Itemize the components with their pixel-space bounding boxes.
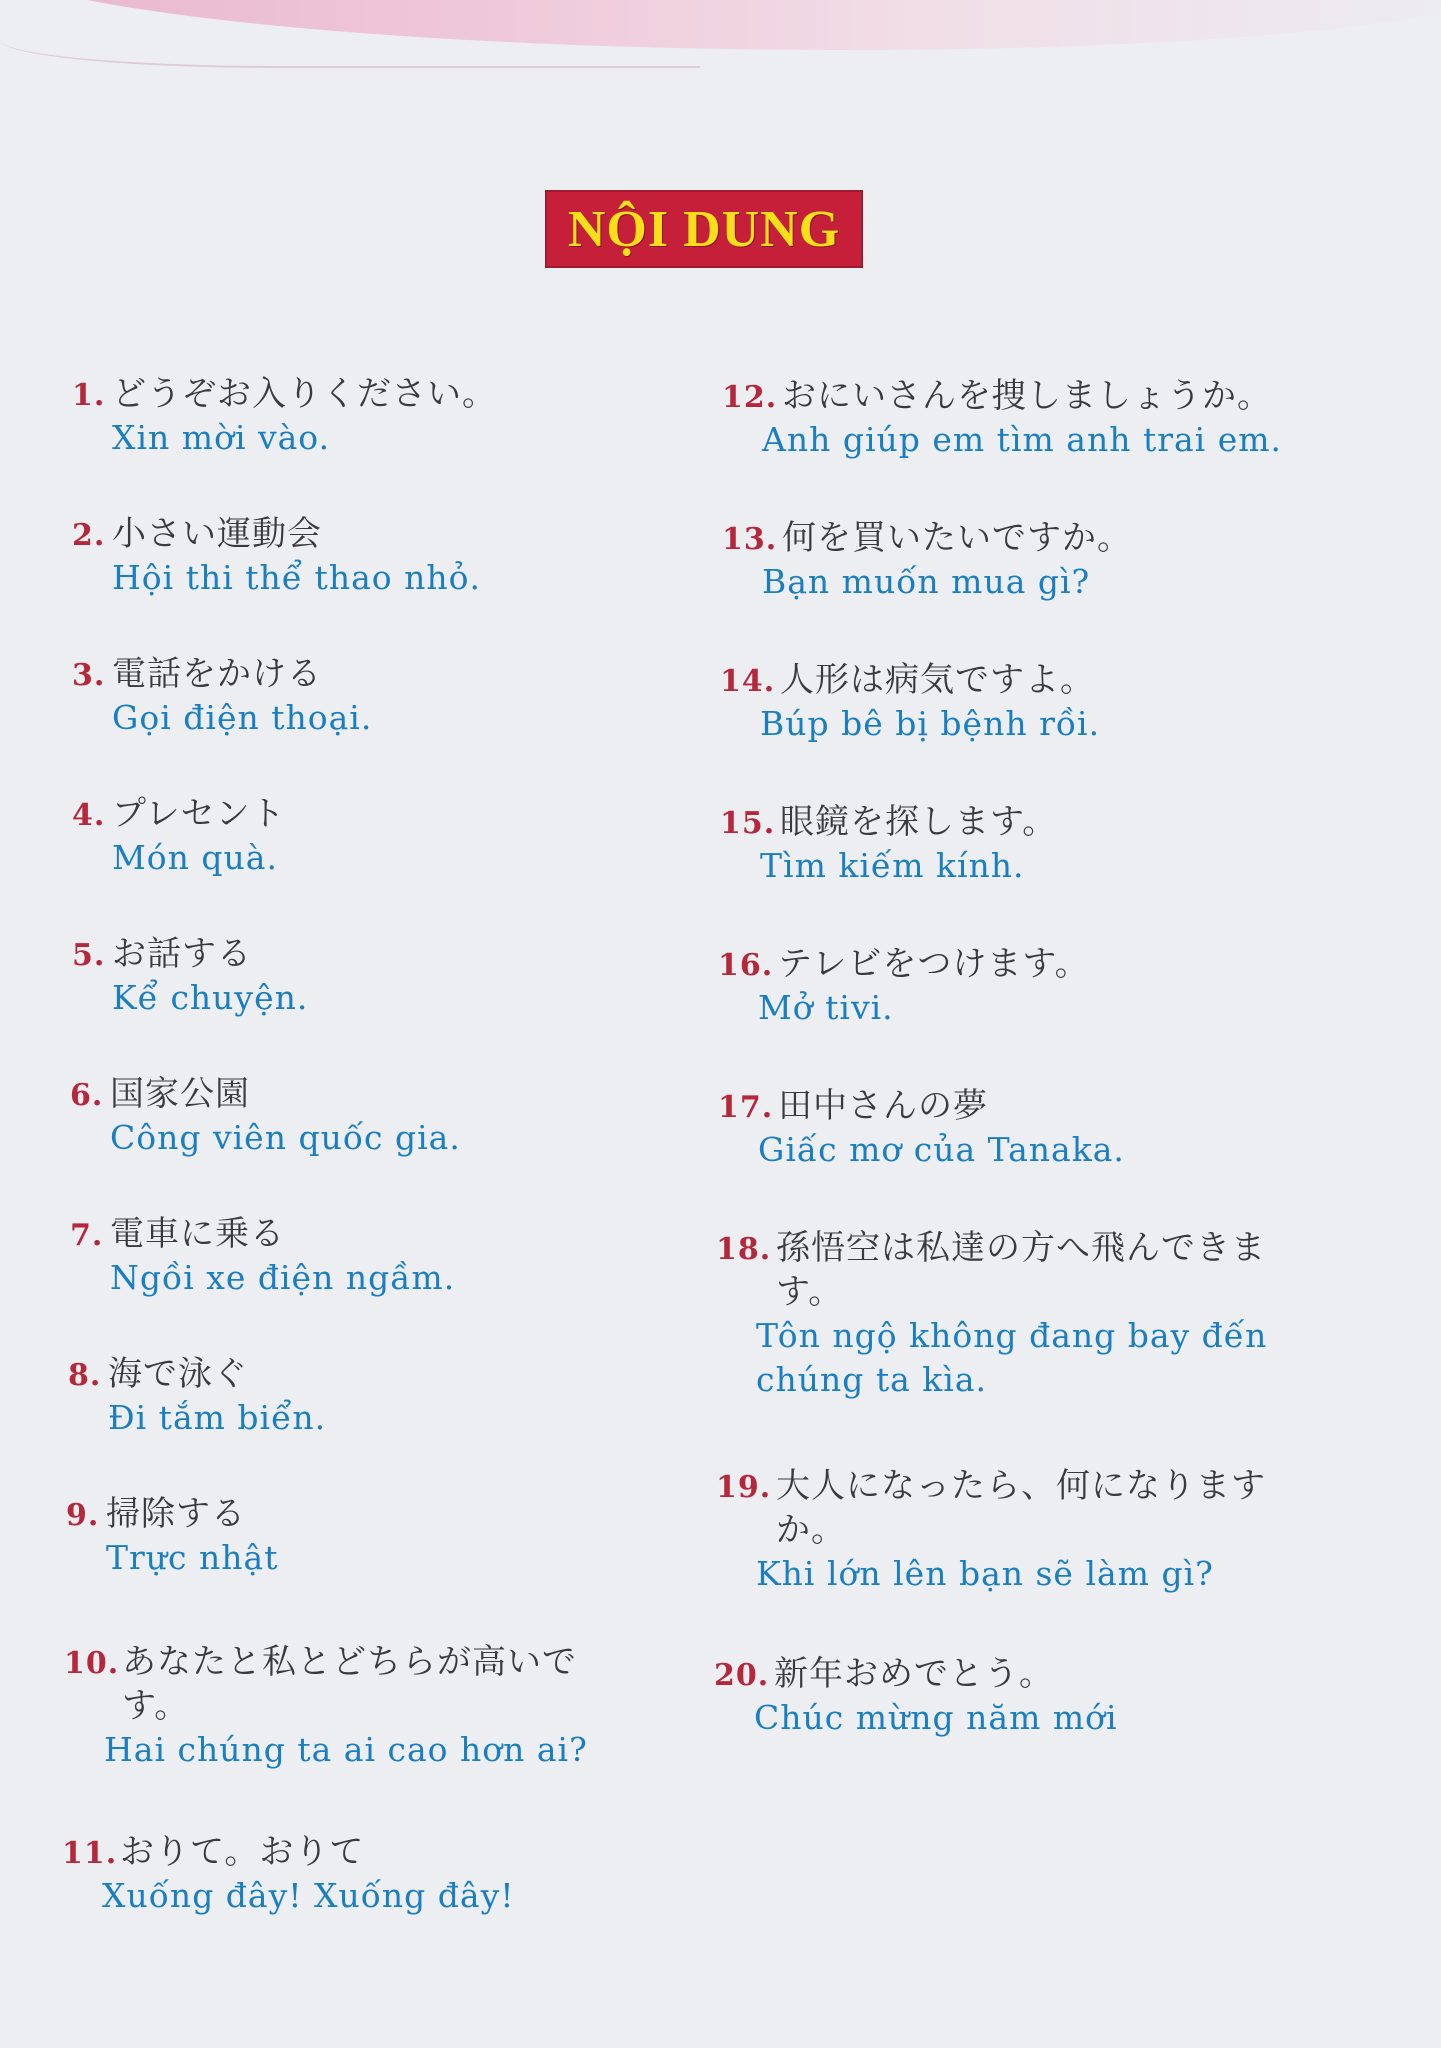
vietnamese-text: Chúc mừng năm mới — [754, 1698, 1118, 1737]
japanese-text: 眼鏡を探します。 — [780, 802, 1058, 842]
list-item-13 — [722, 516, 1352, 604]
japanese-text: 大人になったら、何になります か。 — [776, 1466, 1266, 1550]
list-item-18 — [716, 1226, 1336, 1402]
vietnamese-text: Ngồi xe điện ngầm. — [110, 1258, 456, 1297]
vietnamese-text: Công viên quốc gia. — [110, 1118, 461, 1157]
japanese-text: 海で泳ぐ — [108, 1354, 248, 1394]
japanese-text: あなたと私とどちらが高いで す。 — [122, 1642, 577, 1726]
list-item-11 — [62, 1830, 682, 1918]
item-number: 11. — [62, 1836, 118, 1871]
item-number: 9. — [66, 1498, 100, 1533]
page-title: NỘI DUNG — [545, 190, 863, 268]
japanese-text: どうぞお入りください。 — [112, 374, 497, 414]
vietnamese-text: Kể chuyện. — [112, 978, 309, 1017]
vietnamese-text: Anh giúp em tìm anh trai em. — [762, 420, 1283, 459]
japanese-text: 電話をかける — [112, 654, 322, 694]
item-number: 1. — [72, 378, 106, 413]
item-number: 14. — [720, 664, 776, 699]
japanese-text: 電車に乗る — [110, 1214, 285, 1254]
item-number: 6. — [70, 1078, 104, 1113]
header-decoration-line — [0, 40, 700, 68]
list-item-10 — [64, 1640, 654, 1772]
list-item-3 — [72, 652, 692, 740]
japanese-text: 何を買いたいですか。 — [782, 518, 1132, 558]
japanese-text: 掃除する — [106, 1494, 246, 1534]
list-item-17 — [718, 1084, 1348, 1172]
japanese-text: 小さい運動会 — [112, 514, 322, 554]
vietnamese-text: Xuống đây! Xuống đây! — [102, 1876, 515, 1915]
item-number: 13. — [722, 522, 778, 557]
list-item-4 — [72, 792, 692, 880]
vietnamese-text: Tôn ngộ không đang bay đến chúng ta kìa. — [756, 1316, 1268, 1399]
item-number: 10. — [64, 1646, 120, 1681]
item-number: 8. — [68, 1358, 102, 1393]
item-number: 12. — [722, 380, 778, 415]
vietnamese-text: Hai chúng ta ai cao hơn ai? — [104, 1730, 588, 1769]
japanese-text: 田中さんの夢 — [778, 1086, 988, 1126]
item-number: 4. — [72, 798, 106, 833]
list-item-19 — [716, 1464, 1336, 1596]
vietnamese-text: Trực nhật — [106, 1538, 279, 1577]
vietnamese-text: Hội thi thể thao nhỏ. — [112, 558, 481, 597]
japanese-text: テレビをつけます。 — [778, 944, 1090, 984]
vietnamese-text: Bạn muốn mua gì? — [762, 562, 1091, 601]
list-item-8 — [68, 1352, 688, 1440]
item-number: 7. — [70, 1218, 104, 1253]
vietnamese-text: Mở tivi. — [758, 988, 894, 1027]
vietnamese-text: Khi lớn lên bạn sẽ làm gì? — [756, 1554, 1214, 1593]
list-item-16 — [718, 942, 1348, 1030]
vietnamese-text: Giấc mơ của Tanaka. — [758, 1130, 1125, 1169]
item-number: 5. — [72, 938, 106, 973]
vietnamese-text: Đi tắm biển. — [108, 1398, 327, 1437]
list-item-12 — [722, 374, 1352, 462]
japanese-text: 人形は病気ですよ。 — [780, 660, 1095, 700]
list-item-20 — [714, 1652, 1344, 1740]
list-item-1 — [72, 372, 692, 460]
item-number: 18. — [716, 1232, 772, 1267]
list-item-6 — [70, 1072, 690, 1160]
item-number: 17. — [718, 1090, 774, 1125]
item-number: 20. — [714, 1658, 770, 1693]
vietnamese-text: Búp bê bị bệnh rồi. — [760, 704, 1101, 743]
item-number: 19. — [716, 1470, 772, 1505]
japanese-text: 国家公園 — [110, 1074, 250, 1114]
japanese-text: 新年おめでとう。 — [774, 1654, 1054, 1694]
item-number: 2. — [72, 518, 106, 553]
vietnamese-text: Xin mời vào. — [112, 418, 331, 457]
japanese-text: 孫悟空は私達の方へ飛んできま す。 — [776, 1228, 1266, 1312]
japanese-text: お話する — [112, 934, 252, 974]
japanese-text: プレセント — [112, 794, 286, 834]
item-number: 3. — [72, 658, 106, 693]
list-item-2 — [72, 512, 692, 600]
vietnamese-text: Tìm kiếm kính. — [760, 846, 1025, 885]
list-item-15 — [720, 800, 1350, 888]
vietnamese-text: Gọi điện thoại. — [112, 698, 373, 737]
list-item-9 — [66, 1492, 686, 1580]
japanese-text: おりて。おりて — [120, 1832, 365, 1872]
list-item-7 — [70, 1212, 690, 1300]
japanese-text: おにいさんを捜しましょうか。 — [782, 376, 1272, 416]
item-number: 15. — [720, 806, 776, 841]
list-item-5 — [72, 932, 692, 1020]
vietnamese-text: Món quà. — [112, 838, 278, 877]
list-item-14 — [720, 658, 1350, 746]
item-number: 16. — [718, 948, 774, 983]
